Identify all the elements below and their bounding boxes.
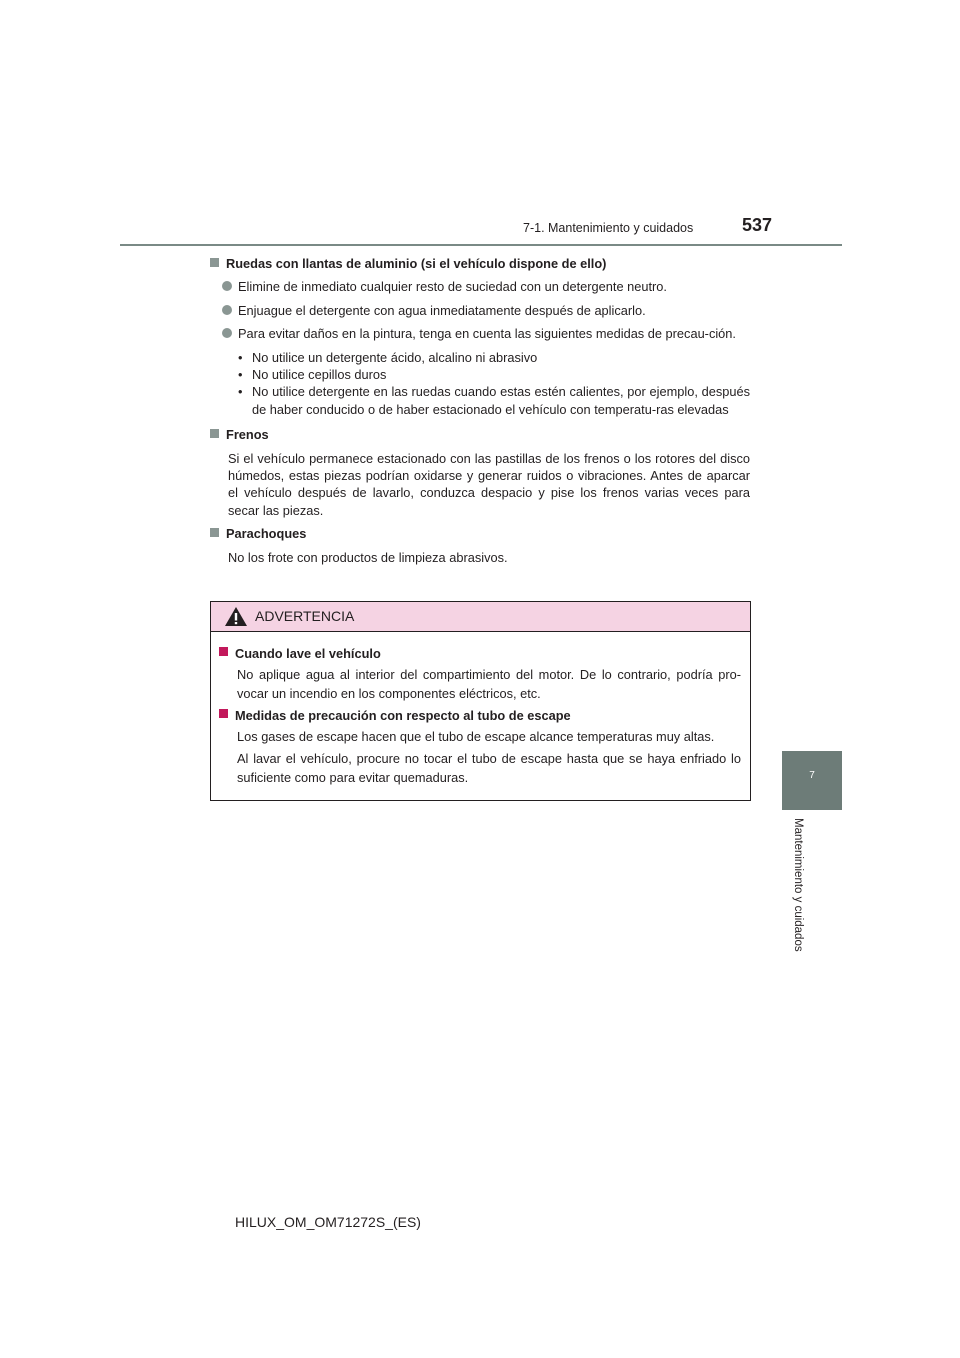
document-code: HILUX_OM_OM71272S_(ES) [235,1214,421,1230]
dot-list [210,349,750,419]
section-heading-bumpers: Parachoques [210,525,750,542]
warning-heading-exhaust: Medidas de precaución con respecto al tubo de escape [219,706,741,725]
warning-text: Al lavar el vehículo, procure no tocar el tubo de escape hasta que se haya enfriado lo suficiente como para evitar quemaduras. [237,751,741,785]
dot-bullet-icon: • [238,349,243,365]
page-content [210,255,750,572]
list-item: • No utilice cepillos duros [238,367,387,383]
warning-text: No aplique agua al interior del compartimiento del motor. De lo contrario, podría pro-vocar un incendio en los componentes eléctricos, etc. [237,667,741,701]
section-heading-brakes: Frenos [210,426,750,443]
square-bullet-icon [210,528,219,537]
brakes-text: Si el vehículo permanece estacionado con las pastillas de los frenos o los rotores del disco húmedos, estas piezas podrían oxidarse y generar ruidos o vibraciones. Antes de aparcar el vehículo después de lavarlo, conduzca despacio y pise los frenos varias veces para secar las piezas. [228,450,750,518]
page-number: 537 [742,215,773,235]
list-item: • No utilice un detergente ácido, alcalino ni abrasivo [238,349,538,365]
list-item: Elimine de inmediato cualquier resto de suciedad con un detergente neutro. [210,278,750,295]
square-bullet-icon [210,429,219,438]
warning-triangle-icon [224,606,248,632]
bumpers-text: No los frote con productos de limpieza abrasivos. [228,549,508,565]
warning-heading-washing: Cuando lave el vehículo [219,644,741,663]
header-divider [120,244,842,246]
circle-bullet-icon [222,328,232,338]
warning-text: Los gases de escape hacen que el tubo de escape alcance temperaturas muy altas. [237,729,715,744]
square-bullet-icon [219,647,228,656]
list-item: Para evitar daños en la pintura, tenga en cuenta las siguientes medidas de precau-ción. [210,325,750,342]
list-item: • No utilice detergente en las ruedas cuando estas estén calientes, por ejemplo, después de haber conducido o de haber estacionado el vehículo con temperatu-ras elevadas [238,384,750,417]
dot-bullet-icon: • [238,367,243,383]
square-bullet-icon [219,709,228,718]
warning-box [210,601,751,801]
chapter-tab-number: 7 [809,770,815,781]
square-bullet-icon [210,258,219,267]
chapter-tab-label: Mantenimiento y cuidados [792,818,804,952]
warning-header [211,602,750,632]
warning-body [219,644,741,790]
circle-bullet-icon [222,305,232,315]
list-item: Enjuague el detergente con agua inmediatamente después de aplicarlo. [210,302,750,319]
warning-title: ADVERTENCIA [255,608,355,624]
header-section-title: 7-1. Mantenimiento y cuidados [523,221,694,235]
circle-bullet-icon [222,281,232,291]
section-heading-wheels: Ruedas con llantas de aluminio (si el vehículo dispone de ello) [210,255,750,272]
dot-bullet-icon: • [238,384,243,400]
